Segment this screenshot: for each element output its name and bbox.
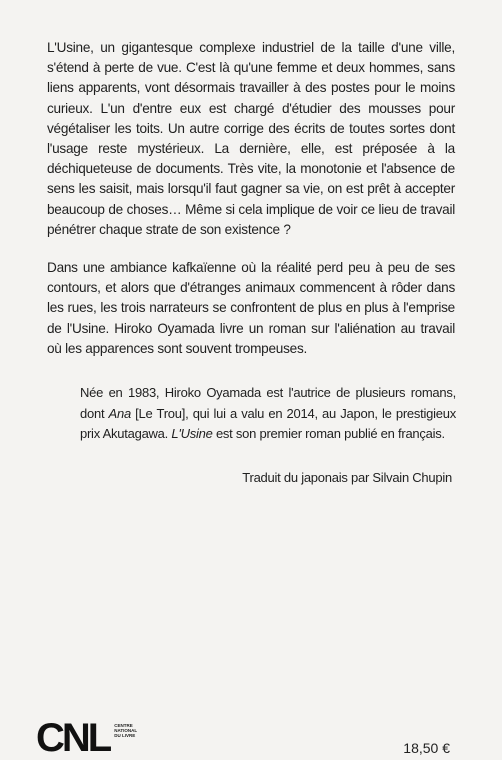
author-bio-text [80,383,456,445]
book-title-ana: Ana [108,405,131,421]
cnl-logo [36,718,148,758]
book-title-usine: L'Usine [171,426,213,441]
summary-paragraph-1: L'Usine, un gigantesque complexe industriel de la taille d'une ville, s'étend à perte de vue. C'est là qu'une femme et deux hommes, sans liens apparents, vont désormais travailler à des postes pour le moins curieux. L'un d'entre eux est chargé d'étudier des mousses pour végétaliser les toits. Un autre corrige des écrits de toutes sortes dont l'usage reste mystérieux. La dernière, elle, est préposée à la déchiqueteuse de documents. Très vite, la monotonie et l'absence de sens les saisit, mais lorsqu'il faut gagner sa vie, on est prêt à accepter beaucoup de choses… Même si cela implique de voir ce lieu de travail pénétrer chaque strate de son existence ? [47,40,455,237]
cnl-logo-caption: CENTRE NATIONAL DU LIVRE [114,723,138,738]
price: 18,50 € [403,740,450,756]
author-bio [80,383,456,445]
bio-text-part-2: [Le Trou], qui lui a valu en 2014, au Japon, le prestigieux prix Akutagawa. [80,405,456,441]
book-summary [47,38,455,377]
bio-text-part-1: Née en 1983, Hiroko Oyamada est l'autrice de plusieurs romans, dont [80,385,456,421]
translator-credit: Traduit du japonais par Silvain Chupin [242,470,452,485]
bio-text-part-3: est son premier roman publié en français. [212,426,445,441]
cnl-logo-letters: CNL [36,716,110,760]
summary-paragraph-2: Dans une ambiance kafkaïenne où la réalité perd peu à peu de ses contours, et alors que d'étranges animaux commencent à rôder dans les rues, les trois narrateurs se confrontent de plus en plus à l'emprise de l'Usine. Hiroko Oyamada livre un roman sur l'aliénation au travail où les apparences sont souvent trompeuses. [47,260,455,356]
